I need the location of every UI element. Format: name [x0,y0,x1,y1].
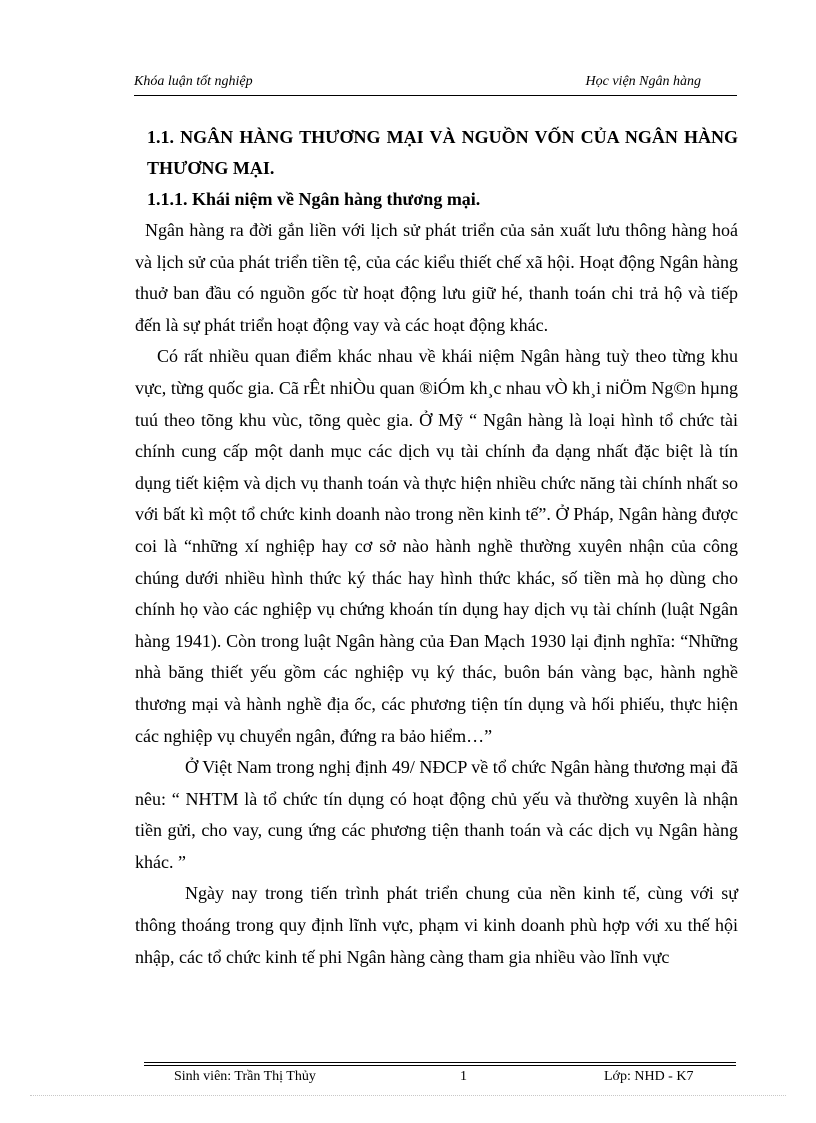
paragraph-1: Ngân hàng ra đời gắn liền với lịch sử phát triển của sản xuất lưu thông hàng hoá và lịch sử của phát triển tiền tệ, của các kiểu thiết chế xã hội. Hoạt động Ngân hàng thuở ban đầu có nguồn gốc từ hoạt động lưu giữ hé, thanh toán chi trả hộ và tiếp đến là sự phát triển hoạt động vay và các hoạt động khác. [135,220,738,335]
subsection-heading: 1.1.1. Khái niệm về Ngân hàng thương mại. [147,189,481,209]
footer-divider-top [144,1062,736,1063]
document-body [135,122,738,973]
paragraph-4: Ngày nay trong tiến trình phát triển chung của nền kinh tế, cùng với sự thông thoáng trong quy định lĩnh vực, phạm vi kinh doanh phù hợp với xu thế hội nhập, các tổ chức kinh tế phi Ngân hàng càng tham gia nhiều vào lĩnh vực [135,883,738,967]
page-header [134,72,737,94]
paragraph-2: Có rất nhiều quan điểm khác nhau về khái niệm Ngân hàng tuỳ theo từng khu vực, từng quốc gia. Cã rÊt nhiÒu quan ®iÓm kh¸c nhau vÒ kh¸i niÖm Ng©n hµng tuú theo tõng khu vùc, tõng quèc gia. Ở Mỹ “ Ngân hàng là loại hình tổ chức tài chính cung cấp một danh mục các dịch vụ tài chính đa dạng nhất đặc biệt là tín dụng tiết kiệm và dịch vụ thanh toán và thực hiện nhiều chức năng tài chính nhất so với bất kì một tổ chức kinh doanh nào trong nền kinh tế”. Ở Pháp, Ngân hàng được coi là “những xí nghiệp hay cơ sở nào hành nghề thường xuyên nhận của công chúng dưới nhiều hình thức ký thác hay hình thức khác, số tiền mà họ dùng cho chính họ vào các nghiệp vụ chứng khoán tín dụng hay dịch vụ tài chính (luật Ngân hàng 1941). Còn trong luật Ngân hàng của Đan Mạch 1930 lại định nghĩa: “Những nhà băng thiết yếu gồm các nghiệp vụ ký thác, buôn bán vàng bạc, hành nghề thương mại và hành nghề địa ốc, các phương tiện tín dụng và hối phiếu, thực hiện các nghiệp vụ chuyển ngân, đứng ra bảo hiểm…” [135,346,738,746]
page-footer [172,1068,732,1088]
footer-page-number: 1 [460,1069,467,1084]
page-edge-divider [30,1095,786,1096]
footer-class: Lớp: NHD - K7 [604,1069,694,1084]
footer-divider-bottom [144,1065,736,1066]
paragraph-3: Ở Việt Nam trong nghị định 49/ NĐCP về tổ chức Ngân hàng thương mại đã nêu: “ NHTM là tổ chức tín dụng có hoạt động chủ yếu và thường xuyên là nhận tiền gửi, cho vay, cung ứng các phương tiện thanh toán và các dịch vụ Ngân hàng khác. ” [135,757,738,872]
header-right-text: Học viện Ngân hàng [585,74,701,89]
header-divider [134,95,737,96]
header-left-text: Khóa luận tốt nghiệp [134,74,253,89]
footer-student: Sinh viên: Trần Thị Thủy [174,1069,316,1084]
section-heading: 1.1. NGÂN HÀNG THƯƠNG MẠI VÀ NGUỒN VỐN CỦA NGÂN HÀNG THƯƠNG MẠI. [147,127,738,178]
